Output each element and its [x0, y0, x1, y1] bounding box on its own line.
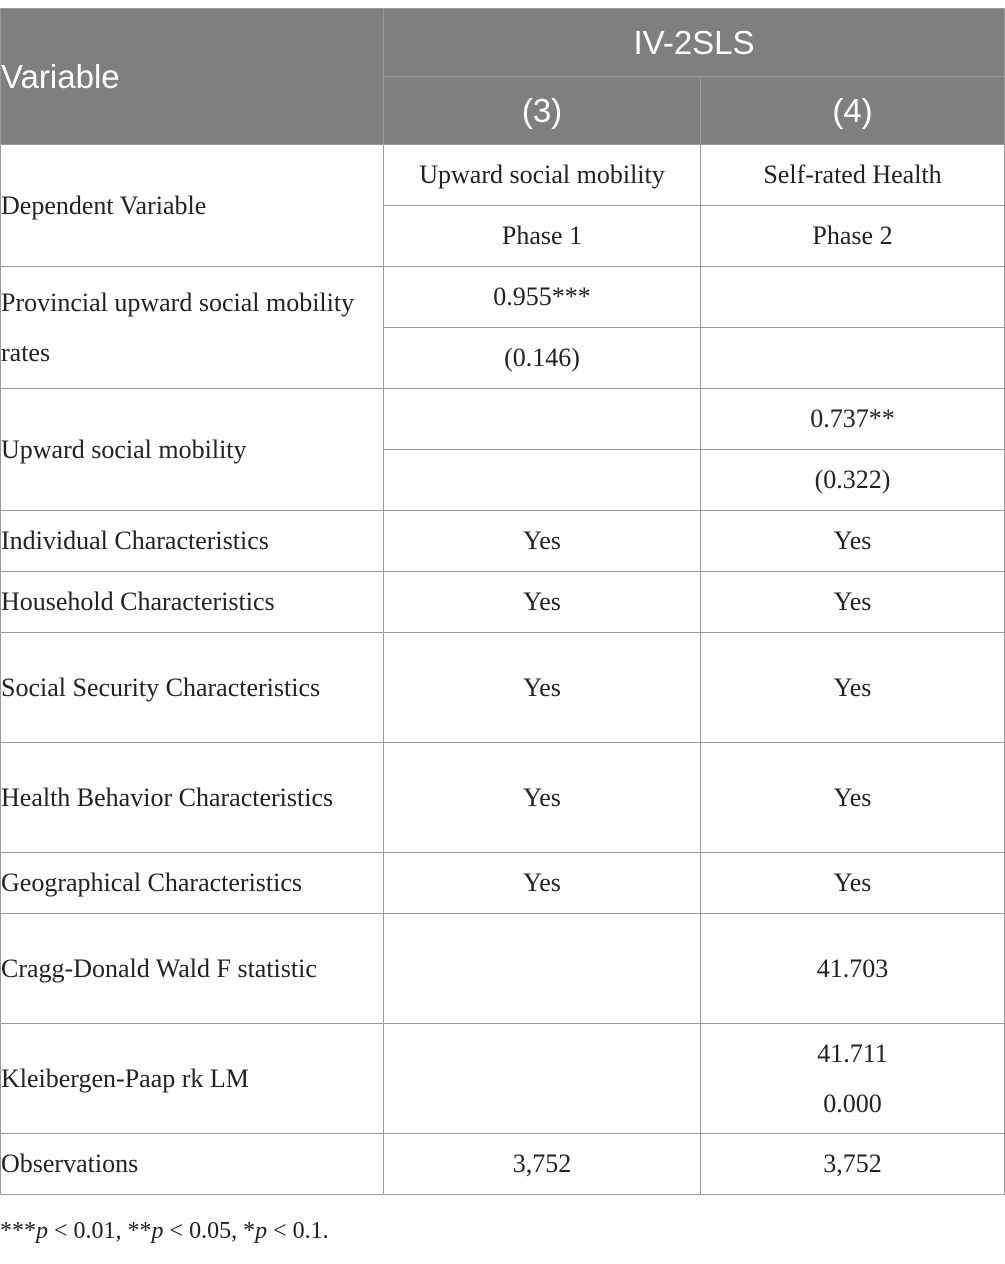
cragg-col3-empty	[384, 914, 701, 1024]
provincial-col4-empty	[701, 267, 1005, 328]
individual-col4: Yes	[701, 511, 1005, 572]
header-col-4: (4)	[701, 77, 1005, 145]
social-security-col4: Yes	[701, 633, 1005, 743]
upward-col4-coef: 0.737**	[701, 389, 1005, 450]
household-col4: Yes	[701, 572, 1005, 633]
row-label-kleibergen-paap: Kleibergen-Paap rk LM	[1, 1024, 384, 1134]
upward-col3-empty	[384, 389, 701, 450]
significance-note	[0, 1218, 329, 1245]
upward-col3-empty-se	[384, 450, 701, 511]
row-label-geographical: Geographical Characteristics	[1, 853, 384, 914]
upward-col4-se: (0.322)	[701, 450, 1005, 511]
social-security-col3: Yes	[384, 633, 701, 743]
row-label-provincial: Provincial upward social mobility rates	[1, 267, 384, 389]
provincial-col3-se: (0.146)	[384, 328, 701, 389]
row-label-social-security: Social Security Characteristics	[1, 633, 384, 743]
note-p-1: p	[36, 1218, 48, 1244]
row-label-health-behavior: Health Behavior Characteristics	[1, 743, 384, 853]
individual-col3: Yes	[384, 511, 701, 572]
table-row	[1, 914, 1005, 1024]
table-row	[1, 267, 1005, 328]
geographical-col4: Yes	[701, 853, 1005, 914]
table-row	[1, 572, 1005, 633]
header-col-3: (3)	[384, 77, 701, 145]
kp-col4-stat: 41.711	[817, 1038, 888, 1068]
row-label-observations: Observations	[1, 1134, 384, 1195]
table-row	[1, 145, 1005, 206]
row-label-individual: Individual Characteristics	[1, 511, 384, 572]
note-text-2: < 0.05, *	[163, 1218, 256, 1244]
geographical-col3: Yes	[384, 853, 701, 914]
regression-table	[0, 8, 1005, 1195]
health-behavior-col4: Yes	[701, 743, 1005, 853]
row-label-household: Household Characteristics	[1, 572, 384, 633]
header-variable: Variable	[1, 9, 384, 145]
note-stars-1: ***	[0, 1218, 36, 1244]
note-p-2: p	[151, 1218, 164, 1244]
table-row	[1, 511, 1005, 572]
kp-col4-p: 0.000	[823, 1088, 882, 1118]
observations-col4: 3,752	[701, 1134, 1005, 1195]
table-row	[1, 633, 1005, 743]
cragg-col4: 41.703	[701, 914, 1005, 1024]
note-text-1: < 0.01, **	[48, 1218, 152, 1244]
dep-col3-phase: Phase 1	[384, 206, 701, 267]
observations-col3: 3,752	[384, 1134, 701, 1195]
dep-col4-name: Self-rated Health	[701, 145, 1005, 206]
health-behavior-col3: Yes	[384, 743, 701, 853]
note-text-3: < 0.1.	[267, 1218, 329, 1244]
table-row	[1, 1134, 1005, 1195]
kp-col3-empty	[384, 1024, 701, 1134]
row-label-cragg-donald: Cragg-Donald Wald F statistic	[1, 914, 384, 1024]
table-row	[1, 853, 1005, 914]
table-row	[1, 1024, 1005, 1134]
provincial-col3-coef: 0.955***	[384, 267, 701, 328]
row-label-dependent-variable: Dependent Variable	[1, 145, 384, 267]
household-col3: Yes	[384, 572, 701, 633]
table-row	[1, 743, 1005, 853]
kp-col4	[701, 1024, 1005, 1134]
dep-col3-name: Upward social mobility	[384, 145, 701, 206]
note-p-3: p	[255, 1218, 268, 1244]
header-iv-2sls: IV-2SLS	[384, 9, 1005, 77]
dep-col4-phase: Phase 2	[701, 206, 1005, 267]
row-label-upward: Upward social mobility	[1, 389, 384, 511]
table-row	[1, 389, 1005, 450]
provincial-col4-empty-se	[701, 328, 1005, 389]
